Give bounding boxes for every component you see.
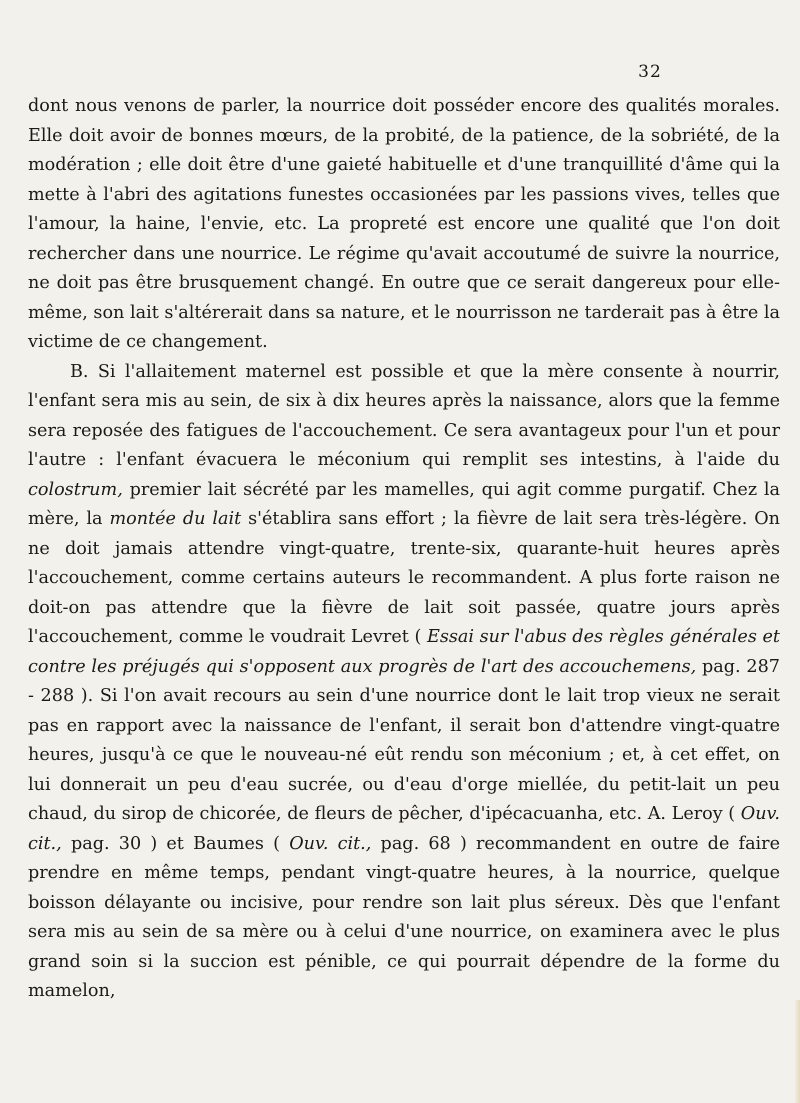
italic-term-montee-du-lait: montée du lait [109,509,242,529]
italic-citation-levret: Essai sur l'abus des règles générales et contre les préjugés qui s'opposent aux progrès de l'art des accouchemens, [28,627,780,677]
text-segment: pag. 68 ) recommandent en outre de faire prendre en même temps, pendant vingt-quatre heures, à la nourrice, quelque boisson délayante ou incisive, pour rendre son lait plus séreux. Dès que l'enfant sera mis au sein de sa mère ou à celui d'une nourrice, on examinera avec le plus grand soin si la succion est pénible, ce qui pourrait dépendre de la forme du mamelon, [28,833,781,1001]
text-segment: pag. 287 - 288 ). Si l'on avait recours au sein d'une nourrice dont le lait trop vieux ne serait pas en rapport avec la naissance de l'enfant, il serait bon d'attendre vingt-quatre heures, jusqu'à ce que le nouveau-né eût rendu son méconium ; et, à cet effet, on lui donnerait un peu d'eau sucrée, ou d'eau d'orge miellée, du petit-lait un peu chaud, du sirop de chicorée, de fleurs de pêcher, d'ipécacuanha, etc. A. Leroy ( [28,656,780,824]
body-text [28,92,780,1007]
text-segment: s'établira sans effort ; la fièvre de lait sera très-légère. On ne doit jamais attendre vingt-quatre, trente-six, quarante-huit heures après l'accouchement, comme certains auteurs le recommandent. A plus forte raison ne doit-on pas attendre que la fièvre de lait soit passée, quatre jours après l'accouchement, comme le voudrait Levret ( [28,509,780,647]
text-segment: pag. 30 ) et Baumes ( [61,833,290,854]
paragraph-1 [28,92,780,358]
text-segment: dont nous venons de parler, la nourrice doit posséder encore des qualités morales. Elle doit avoir de bonnes mœurs, de la probité, de la patience, de la sobriété, de la modération ; elle doit être d'une gaieté habituelle et d'une tranquillité d'âme qui la mette à l'abri des agitations funestes occasionées par les passions vives, telles que l'amour, la haine, l'envie, etc. La propreté est encore une qualité que l'on doit rechercher dans une nourrice. Le régime qu'avait accoutumé de suivre la nourrice, ne doit pas être brusquement changé. En outre que ce serait dangereux pour elle-même, son lait s'altérerait dans sa nature, et le nourrisson ne tarderait pas à être la victime de ce changement. [28,96,780,352]
italic-citation-ouv-cit: Ouv. cit., [28,804,780,854]
page-number: 32 [638,62,662,82]
italic-term-colostrum: colostrum, [28,479,123,500]
paragraph-2 [28,358,780,1007]
text-segment: B. Si l'allaitement maternel est possible et que la mère consente à nourrir, l'enfant sera mis au sein, de six à dix heures après la naissance, alors que la femme sera reposée des fatigues de l'accouchement. Ce sera avantageux pour l'un et pour l'autre : l'enfant évacuera le méconium qui remplit ses intestins, à l'aide du [28,361,780,470]
italic-citation-ouv-cit: Ouv. cit., [289,833,372,854]
text-segment: premier lait sécrété par les mamelles, qui agit comme purgatif. Chez la mère, la [28,479,780,529]
page-edge-stain [794,1000,800,1103]
